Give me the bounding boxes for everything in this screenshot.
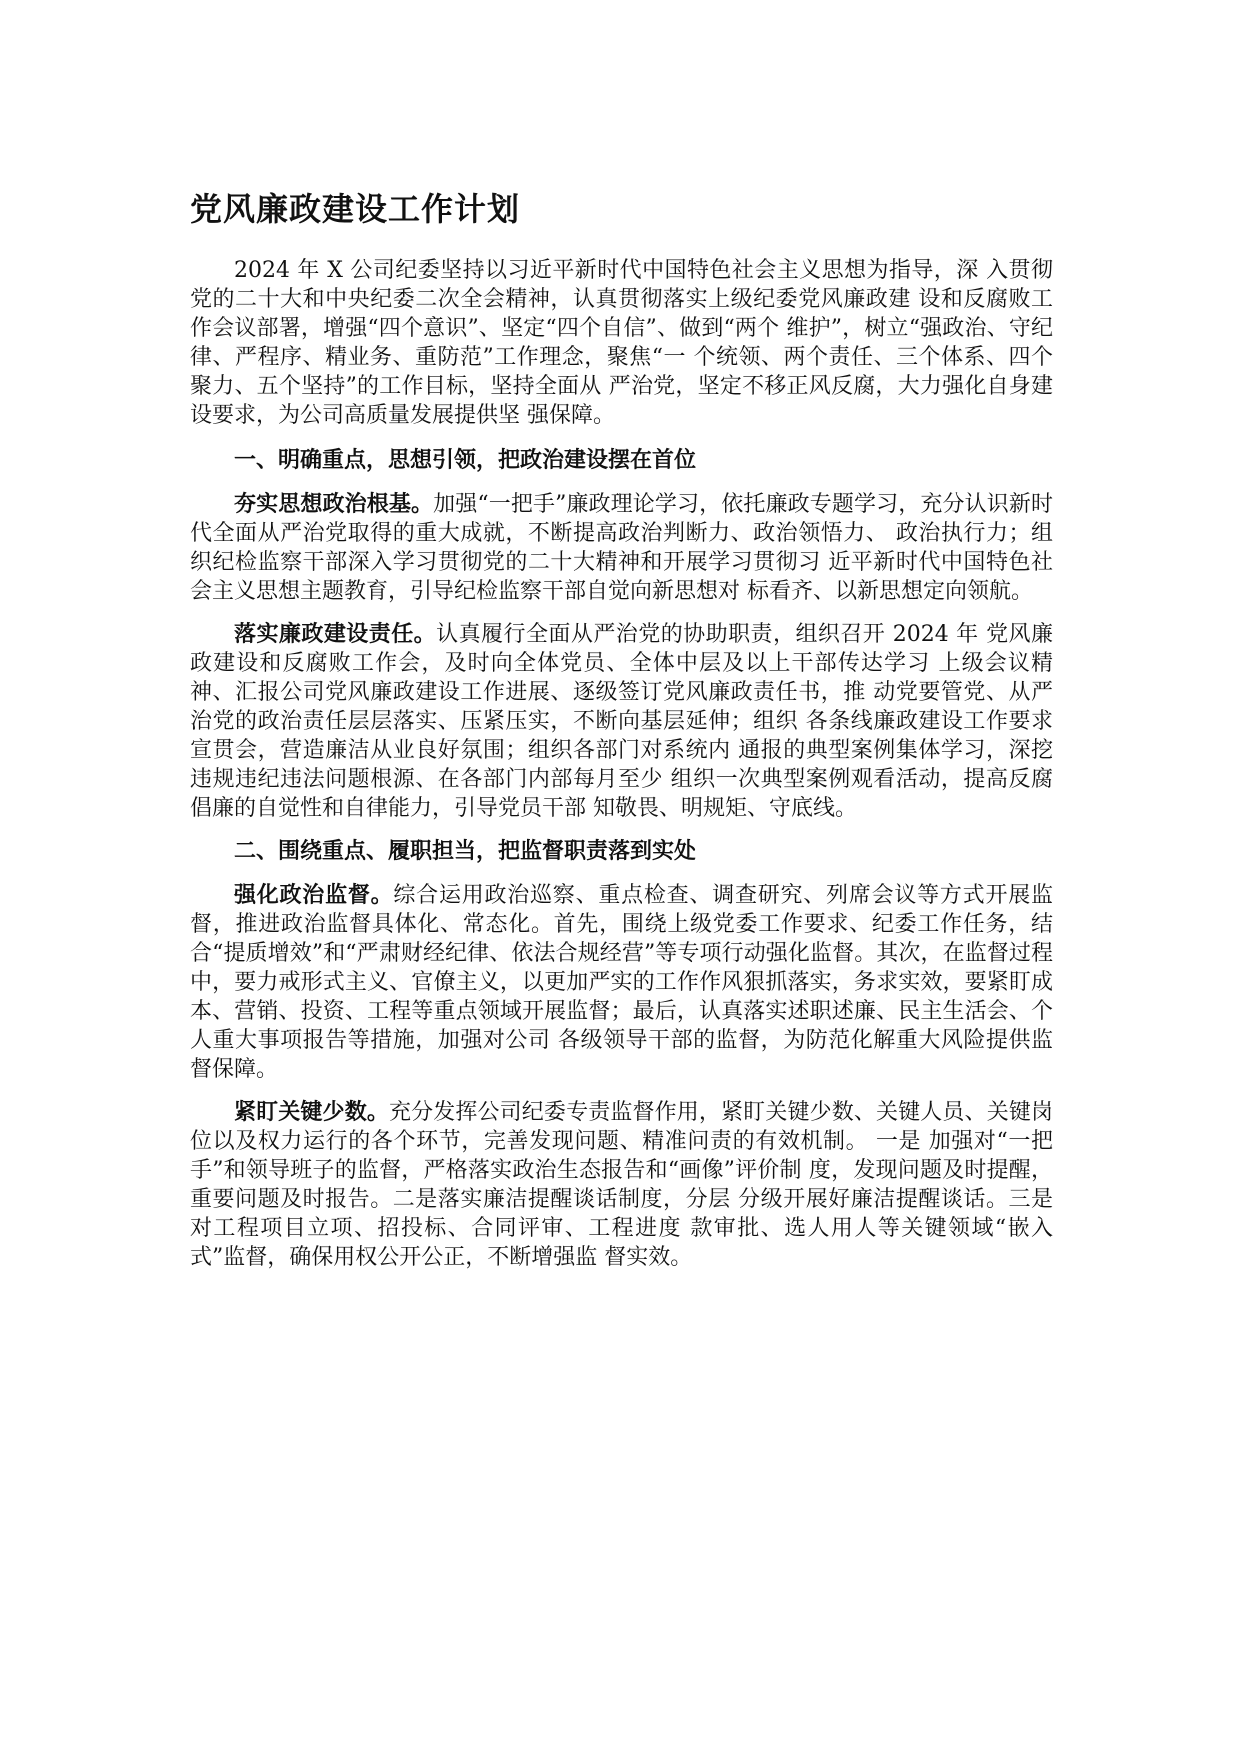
intro-paragraph: 2024 年 X 公司纪委坚持以习近平新时代中国特色社会主义思想为指导，深 入贯彻党的二十大和中央纪委二次全会精神，认真贯彻落实上级纪委党风廉政建 设和反腐败工作会议部署，增强“四个意识”、坚定“四个自信”、做到“两个 维护”，树立“强政治、守纪律、严程序、精业务、重防范”工作理念，聚焦“一 个统领、两个责任、三个体系、四个聚力、五个坚持”的工作目标，坚持全面从 严治党，坚定不移正风反腐，大力强化自身建设要求，为公司高质量发展提供坚 强保障。 [190, 258, 1053, 428]
paragraph-lead: 紧盯关键少数。 [234, 1100, 389, 1125]
section-heading: 一、明确重点，思想引领，把政治建设摆在首位 [234, 448, 697, 473]
paragraph-lead: 落实廉政建设责任。 [234, 622, 437, 647]
document-title: 党风廉政建设工作计划 [190, 190, 521, 228]
paragraph-text: 加强“一把手”廉政理论学习，依托廉政专题学习，充分认识新时代全面从严治党取得的重大成就，不断提高政治判断力、政治领悟力、 政治执行力；组织纪检监察干部深入学习贯彻党的二十大精神和开展学习贯彻习 近平新时代中国特色社会主义思想主题教育，引导纪检监察干部自觉向新思想对 标看齐、以新思想定向领航。 [190, 492, 1053, 604]
section-2 [190, 837, 1053, 1272]
body-paragraph [190, 490, 1053, 606]
section-1 [190, 446, 1053, 823]
paragraph-lead: 夯实思想政治根基。 [234, 492, 434, 517]
section-heading: 二、围绕重点、履职担当，把监督职责落到实处 [234, 839, 697, 864]
body-paragraph [190, 620, 1053, 823]
paragraph-lead: 强化政治监督。 [234, 883, 394, 908]
paragraph-text: 综合运用政治巡察、重点检查、调查研究、列席会议等方式开展监督，推进政治监督具体化、常态化。首先，围绕上级党委工作要求、纪委工作任务，结合“提质增效”和“严肃财经纪律、依法合规经营”等专项行动强化监督。其次，在监督过程中，要力戒形式主义、官僚主义，以更加严实的工作作风狠抓落实，务求实效，要紧盯成本、营销、投资、工程等重点领域开展监督；最后，认真落实述职述廉、民主生活会、个人重大事项报告等措施，加强对公司 各级领导干部的监督，为防范化解重大风险提供监督保障。 [190, 883, 1053, 1082]
body-paragraph [190, 1098, 1053, 1272]
body-paragraph [190, 881, 1053, 1084]
document-page [190, 186, 1053, 1286]
paragraph-text: 认真履行全面从严治党的协助职责，组织召开 2024 年 党风廉政建设和反腐败工作会，及时向全体党员、全体中层及以上干部传达学习 上级会议精神、汇报公司党风廉政建设工作进展、逐级签订党风廉政责任书，推 动党要管党、从严治党的政治责任层层落实、压紧压实，不断向基层延伸；组织 各条线廉政建设工作要求宣贯会，营造廉洁从业良好氛围；组织各部门对系统内 通报的典型案例集体学习，深挖违规违纪违法问题根源、在各部门内部每月至少 组织一次典型案例观看活动，提高反腐倡廉的自觉性和自律能力，引导党员干部 知敬畏、明规矩、守底线。 [190, 622, 1053, 821]
paragraph-text: 充分发挥公司纪委专责监督作用，紧盯关键少数、关键人员、关键岗位以及权力运行的各个环节，完善发现问题、精准问责的有效机制。 一是 加强对“一把手”和领导班子的监督，严格落实政治生态报告和“画像”评价制 度，发现问题及时提醒，重要问题及时报告。二是落实廉洁提醒谈话制度，分层 分级开展好廉洁提醒谈话。三是对工程项目立项、招投标、合同评审、工程进度 款审批、选人用人等关键领域“嵌入式”监督，确保用权公开公正，不断增强监 督实效。 [190, 1100, 1053, 1270]
